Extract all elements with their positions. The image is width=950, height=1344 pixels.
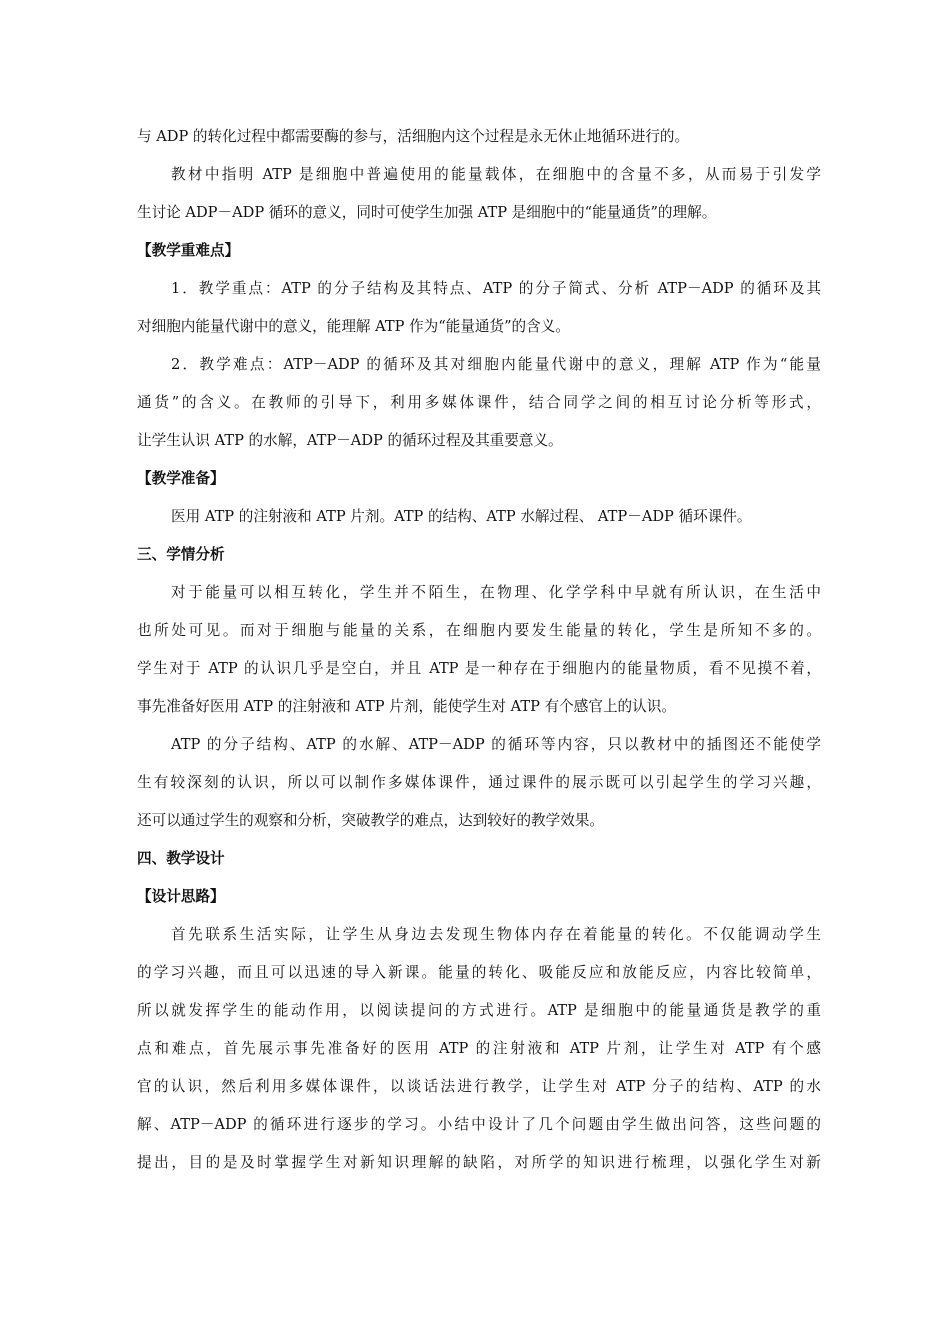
paragraph-line: 让学生认识 ATP 的水解，ATP－ADP 的循环过程及其重要意义。 bbox=[137, 432, 563, 449]
paragraph-line: 生有较深刻的认识，所以可以制作多媒体课件，通过课件的展示既可以引起学生的学习兴趣， bbox=[137, 774, 821, 791]
paragraph-line: 点和难点，首先展示事先准备好的医用 ATP 的注射液和 ATP 片剂，让学生对 ATP 有个感 bbox=[137, 1040, 821, 1057]
paragraph-line: ATP 的分子结构、ATP 的水解、ATP－ADP 的循环等内容，只以教材中的插图还不能使学 bbox=[171, 736, 821, 753]
section-heading-learner-analysis: 三、学情分析 bbox=[137, 546, 225, 563]
paragraph-line: 所以就发挥学生的能动作用，以阅读提问的方式进行。ATP 是细胞中的能量通货是教学的重 bbox=[137, 1002, 821, 1019]
section-heading-key-points: 【教学重难点】 bbox=[137, 242, 240, 259]
paragraph-line: 2．教学难点：ATP－ADP 的循环及其对细胞内能量代谢中的意义，理解 ATP 作为“能量 bbox=[171, 356, 821, 373]
section-heading-preparation: 【教学准备】 bbox=[137, 470, 225, 487]
paragraph-line: 官的认识，然后利用多媒体课件，以谈话法进行教学，让学生对 ATP 分子的结构、ATP 的水 bbox=[137, 1078, 821, 1095]
paragraph-line: 也所处可见。而对于细胞与能量的关系，在细胞内要发生能量的转化，学生是所知不多的。 bbox=[137, 622, 821, 639]
paragraph-line: 提出，目的是及时掌握学生对新知识理解的缺陷，对所学的知识进行梳理，以强化学生对新 bbox=[137, 1154, 821, 1171]
paragraph-line: 与 ADP 的转化过程中都需要酶的参与，活细胞内这个过程是永无休止地循环进行的。 bbox=[137, 128, 690, 145]
paragraph-line: 学生对于 ATP 的认识几乎是空白，并且 ATP 是一种存在于细胞内的能量物质，看不见摸不着， bbox=[137, 660, 821, 677]
document-page bbox=[137, 118, 821, 1182]
paragraph-line: 通货”的含义。在教师的引导下，利用多媒体课件，结合同学之间的相互讨论分析等形式， bbox=[137, 394, 821, 411]
paragraph-line: 生讨论 ADP－ADP 循环的意义，同时可使学生加强 ATP 是细胞中的“能量通货”的理解。 bbox=[137, 204, 717, 221]
paragraph-line: 事先准备好医用 ATP 的注射液和 ATP 片剂，能使学生对 ATP 有个感官上的认识。 bbox=[137, 698, 676, 715]
paragraph-line: 教材中指明 ATP 是细胞中普遍使用的能量载体，在细胞中的含量不多，从而易于引发学 bbox=[171, 166, 821, 183]
paragraph-line: 对于能量可以相互转化，学生并不陌生，在物理、化学学科中早就有所认识，在生活中 bbox=[171, 584, 821, 601]
paragraph-line: 的学习兴趣，而且可以迅速的导入新课。能量的转化、吸能反应和放能反应，内容比较简单， bbox=[137, 964, 821, 981]
paragraph-line: 首先联系生活实际，让学生从身边去发现生物体内存在着能量的转化。不仅能调动学生 bbox=[171, 926, 821, 943]
section-heading-design: 四、教学设计 bbox=[137, 850, 225, 867]
paragraph-line: 1．教学重点：ATP 的分子结构及其特点、ATP 的分子简式、分析 ATP－ADP 的循环及其 bbox=[171, 280, 821, 297]
paragraph-line: 对细胞内能量代谢中的意义，能理解 ATP 作为“能量通货”的含义。 bbox=[137, 318, 570, 335]
paragraph-line: 解、ATP－ADP 的循环进行逐步的学习。小结中设计了几个问题由学生做出问答，这些问题的 bbox=[137, 1116, 821, 1133]
paragraph-line: 医用 ATP 的注射液和 ATP 片剂。ATP 的结构、ATP 水解过程、 ATP－ADP 循环课件。 bbox=[171, 508, 752, 525]
section-heading-design-ideas: 【设计思路】 bbox=[137, 888, 225, 905]
paragraph-line: 还可以通过学生的观察和分析，突破教学的难点，达到较好的教学效果。 bbox=[137, 812, 605, 829]
